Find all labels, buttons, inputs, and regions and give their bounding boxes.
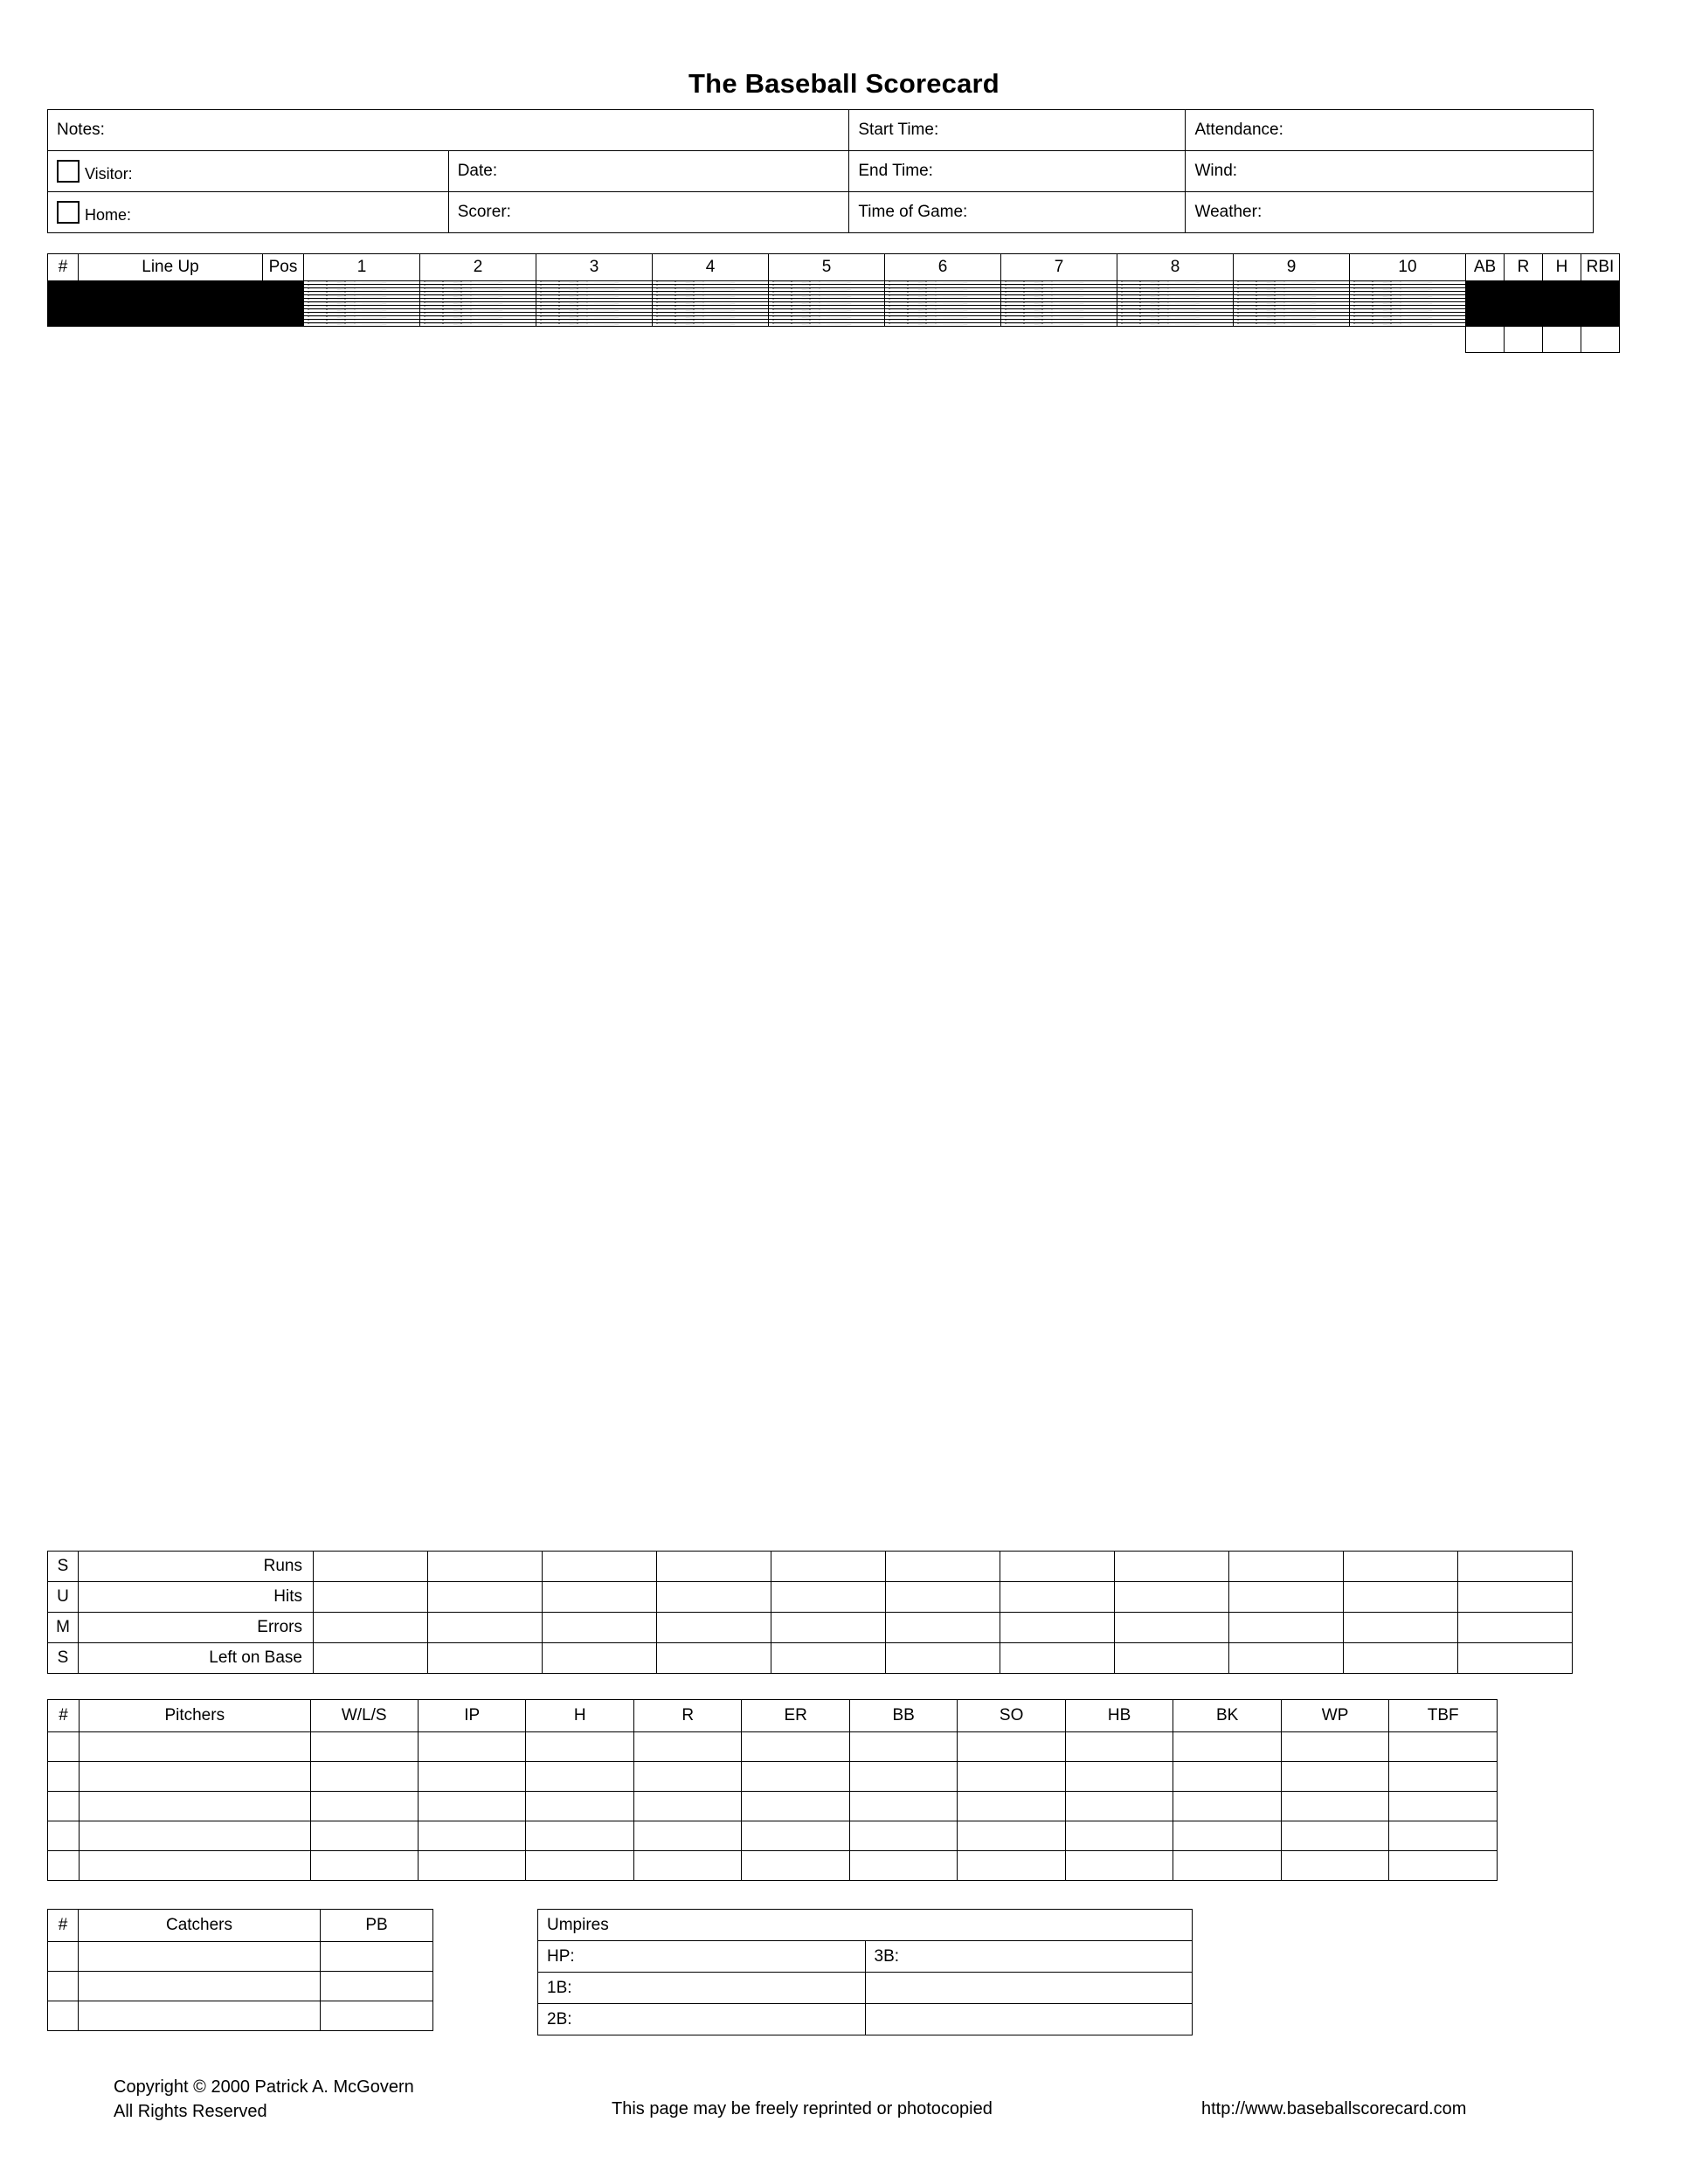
- grid-header-rbi: RBI: [1581, 254, 1620, 281]
- sums-label: Runs: [79, 1552, 314, 1582]
- sums-value-cell[interactable]: [1458, 1613, 1573, 1643]
- grid-header-row: [48, 254, 1620, 281]
- sums-value-cell[interactable]: [314, 1643, 428, 1674]
- grid-header-ab: AB: [1466, 254, 1505, 281]
- sums-value-cell[interactable]: [657, 1643, 771, 1674]
- pitcher-row: [48, 1821, 1498, 1851]
- sums-value-cell[interactable]: [771, 1643, 886, 1674]
- pitcher-cell[interactable]: [526, 1792, 633, 1821]
- grid-header-inning-7: 7: [1001, 254, 1117, 281]
- umpires-block: [537, 1909, 1193, 2035]
- sums-row: [48, 1643, 1573, 1674]
- catchers-header-row: [48, 1910, 433, 1942]
- totals-r-cell[interactable]: [1505, 327, 1543, 353]
- grid-header-inning-8: 8: [1117, 254, 1234, 281]
- pitcher-cell[interactable]: [1281, 1821, 1388, 1851]
- pitcher-cell[interactable]: [1065, 1762, 1173, 1792]
- sums-value-cell[interactable]: [771, 1613, 886, 1643]
- pitcher-cell[interactable]: [958, 1851, 1065, 1881]
- scoring-diamond-icon: [1350, 323, 1465, 326]
- pitcher-cell[interactable]: [1281, 1732, 1388, 1762]
- pitcher-cell[interactable]: [742, 1792, 849, 1821]
- visitor-label: Visitor:: [85, 164, 133, 183]
- sums-value-cell[interactable]: [886, 1552, 1000, 1582]
- sums-value-cell[interactable]: [657, 1613, 771, 1643]
- sums-value-cell[interactable]: [314, 1552, 428, 1582]
- pitcher-cell[interactable]: [1389, 1732, 1498, 1762]
- sums-letter: U: [48, 1582, 79, 1613]
- pitcher-cell[interactable]: [526, 1851, 633, 1881]
- sums-value-cell[interactable]: [1229, 1613, 1344, 1643]
- scoring-grid-table: [47, 253, 1620, 353]
- grid-header-number: #: [48, 254, 79, 281]
- sums-value-cell[interactable]: [886, 1613, 1000, 1643]
- scoring-diamond-icon: [885, 323, 1000, 326]
- grid-header-r: R: [1505, 254, 1543, 281]
- sums-row: [48, 1552, 1573, 1582]
- inning-cell[interactable]: [769, 323, 885, 327]
- sums-value-cell[interactable]: [1458, 1552, 1573, 1582]
- totals-spacer: [1350, 327, 1466, 353]
- grid-header-h: H: [1543, 254, 1581, 281]
- pitcher-cell[interactable]: [633, 1851, 741, 1881]
- visitor-field[interactable]: [48, 151, 449, 192]
- page-title: The Baseball Scorecard: [688, 68, 1000, 99]
- sums-row: [48, 1613, 1573, 1643]
- pitcher-cell[interactable]: [418, 1792, 525, 1821]
- scorer-field[interactable]: Scorer:: [448, 192, 849, 233]
- umpires-table: [537, 1909, 1193, 2035]
- pitcher-cell[interactable]: [1173, 1732, 1281, 1762]
- pitcher-cell[interactable]: [48, 1851, 80, 1881]
- pitcher-cell[interactable]: [1389, 1792, 1498, 1821]
- totals-spacer: [653, 327, 769, 353]
- pitcher-cell[interactable]: [80, 1851, 310, 1881]
- inning-cell[interactable]: [304, 323, 420, 327]
- sums-letter: M: [48, 1613, 79, 1643]
- copyright-line-1: Copyright © 2000 Patrick A. McGovern: [114, 2077, 414, 2097]
- pitcher-cell[interactable]: [1281, 1762, 1388, 1792]
- umpires-title: Umpires: [538, 1910, 1193, 1941]
- sums-label: Errors: [79, 1613, 314, 1643]
- catchers-table: [47, 1909, 433, 2031]
- pitcher-cell[interactable]: [1065, 1732, 1173, 1762]
- grid-header-inning-9: 9: [1234, 254, 1350, 281]
- pitchers-header-tbf: TBF: [1389, 1700, 1498, 1732]
- sums-value-cell[interactable]: [657, 1582, 771, 1613]
- pitcher-cell[interactable]: [1065, 1821, 1173, 1851]
- totals-ab-cell[interactable]: [1466, 327, 1505, 353]
- pitcher-cell[interactable]: [742, 1851, 849, 1881]
- pitcher-cell[interactable]: [1389, 1821, 1498, 1851]
- scoring-grid: [47, 253, 1615, 353]
- pitcher-cell[interactable]: [418, 1821, 525, 1851]
- totals-spacer: [420, 327, 536, 353]
- pitcher-cell[interactable]: [1173, 1762, 1281, 1792]
- pitchers-header-pitchers: Pitchers: [80, 1700, 310, 1732]
- catcher-cell[interactable]: [48, 1942, 79, 1972]
- game-info-table: [47, 109, 1594, 233]
- sums-block: [47, 1551, 1498, 1674]
- weather-field[interactable]: Weather:: [1186, 192, 1594, 233]
- start-time-field[interactable]: Start Time:: [849, 110, 1186, 151]
- inning-cell[interactable]: [653, 323, 769, 327]
- pitcher-row: [48, 1851, 1498, 1881]
- umpire-2b-field[interactable]: 2B:: [538, 2004, 866, 2035]
- scoring-diamond-icon: [304, 323, 419, 326]
- sums-value-cell[interactable]: [1000, 1643, 1115, 1674]
- pitchers-header-bk: BK: [1173, 1700, 1281, 1732]
- pitcher-row: [48, 1792, 1498, 1821]
- totals-h-cell[interactable]: [1543, 327, 1581, 353]
- sums-value-cell[interactable]: [314, 1613, 428, 1643]
- grid-header-inning-1: 1: [304, 254, 420, 281]
- pitcher-cell[interactable]: [849, 1732, 957, 1762]
- pitcher-cell[interactable]: [48, 1821, 80, 1851]
- umpire-3b-field[interactable]: 3B:: [865, 1941, 1193, 1973]
- sums-value-cell[interactable]: [1458, 1582, 1573, 1613]
- copyright-line-2: All Rights Reserved: [114, 2102, 267, 2121]
- pitcher-cell[interactable]: [1173, 1851, 1281, 1881]
- pitcher-cell[interactable]: [633, 1762, 741, 1792]
- pitchers-header-er: ER: [742, 1700, 849, 1732]
- catchers-header-catchers: Catchers: [79, 1910, 321, 1942]
- pitcher-cell[interactable]: [849, 1851, 957, 1881]
- pitcher-cell[interactable]: [633, 1821, 741, 1851]
- umpire-hp-field[interactable]: HP:: [538, 1941, 866, 1973]
- sums-label: Hits: [79, 1582, 314, 1613]
- totals-spacer: [1234, 327, 1350, 353]
- sums-value-cell[interactable]: [657, 1552, 771, 1582]
- website-url[interactable]: http://www.baseballscorecard.com: [1201, 2099, 1467, 2118]
- pitcher-cell[interactable]: [418, 1851, 525, 1881]
- sums-value-cell[interactable]: [428, 1552, 543, 1582]
- sums-value-cell[interactable]: [1000, 1582, 1115, 1613]
- pitcher-cell[interactable]: [1065, 1851, 1173, 1881]
- pitcher-cell[interactable]: [742, 1821, 849, 1851]
- pitcher-cell[interactable]: [310, 1792, 418, 1821]
- sums-value-cell[interactable]: [1115, 1552, 1229, 1582]
- sums-value-cell[interactable]: [1000, 1552, 1115, 1582]
- catcher-cell[interactable]: [79, 2001, 321, 2031]
- copyright-block: [114, 2075, 414, 2124]
- sums-value-cell[interactable]: [1229, 1552, 1344, 1582]
- pitcher-cell[interactable]: [80, 1792, 310, 1821]
- end-time-field[interactable]: End Time:: [849, 151, 1186, 192]
- sums-value-cell[interactable]: [1229, 1643, 1344, 1674]
- pitchers-header-bb: BB: [849, 1700, 957, 1732]
- home-checkbox[interactable]: [57, 201, 80, 224]
- umpire-row-2b: [538, 2004, 1193, 2035]
- catcher-cell[interactable]: [48, 2001, 79, 2031]
- catchers-header-#: #: [48, 1910, 79, 1942]
- grid-header-inning-5: 5: [769, 254, 885, 281]
- pitcher-cell[interactable]: [526, 1762, 633, 1792]
- grid-header-inning-2: 2: [420, 254, 536, 281]
- scoring-diamond-icon: [1117, 323, 1233, 326]
- sums-value-cell[interactable]: [886, 1582, 1000, 1613]
- sums-value-cell[interactable]: [428, 1643, 543, 1674]
- sums-value-cell[interactable]: [1000, 1613, 1115, 1643]
- inning-cell[interactable]: [420, 323, 536, 327]
- pitcher-cell[interactable]: [1389, 1762, 1498, 1792]
- pitcher-cell[interactable]: [418, 1732, 525, 1762]
- totals-spacer: [263, 327, 304, 353]
- sums-value-cell[interactable]: [1229, 1582, 1344, 1613]
- totals-spacer: [79, 327, 263, 353]
- totals-spacer: [1001, 327, 1117, 353]
- sums-value-cell[interactable]: [428, 1582, 543, 1613]
- grid-header-inning-3: 3: [536, 254, 653, 281]
- notes-field[interactable]: Notes:: [48, 110, 849, 151]
- pitcher-cell[interactable]: [80, 1732, 310, 1762]
- catchers-header-pb: PB: [321, 1910, 433, 1942]
- sums-value-cell[interactable]: [1458, 1643, 1573, 1674]
- date-field[interactable]: Date:: [448, 151, 849, 192]
- scoring-diamond-icon: [769, 323, 884, 326]
- pitcher-cell[interactable]: [1281, 1851, 1388, 1881]
- umpire-row-1b: [538, 1973, 1193, 2004]
- inning-cell[interactable]: [536, 323, 653, 327]
- sums-value-cell[interactable]: [1344, 1582, 1458, 1613]
- pitchers-header-hb: HB: [1065, 1700, 1173, 1732]
- pitchers-header-wp: WP: [1281, 1700, 1388, 1732]
- grid-totals-row: [48, 327, 1620, 353]
- info-row-home: [48, 192, 1594, 233]
- catcher-row: [48, 1942, 433, 1972]
- umpires-title-row: [538, 1910, 1193, 1941]
- info-row-notes: [48, 110, 1594, 151]
- pitchers-block: [47, 1699, 1498, 1881]
- umpire-blank-2[interactable]: [865, 2004, 1193, 2035]
- umpire-blank-1[interactable]: [865, 1973, 1193, 2004]
- sums-value-cell[interactable]: [886, 1643, 1000, 1674]
- catcher-cell[interactable]: [79, 1972, 321, 2001]
- grid-header-inning-10: 10: [1350, 254, 1466, 281]
- inning-cell[interactable]: [885, 323, 1001, 327]
- sums-value-cell[interactable]: [543, 1552, 657, 1582]
- attendance-field[interactable]: Attendance:: [1186, 110, 1594, 151]
- info-row-visitor: [48, 151, 1594, 192]
- umpire-row-hp: [538, 1941, 1193, 1973]
- catcher-cell[interactable]: [79, 1942, 321, 1972]
- grid-header-inning-4: 4: [653, 254, 769, 281]
- pitcher-cell[interactable]: [633, 1732, 741, 1762]
- totals-spacer: [48, 327, 79, 353]
- time-of-game-field[interactable]: Time of Game:: [849, 192, 1186, 233]
- pitchers-header-so: SO: [958, 1700, 1065, 1732]
- umpire-1b-field[interactable]: 1B:: [538, 1973, 866, 2004]
- catcher-cell[interactable]: [321, 2001, 433, 2031]
- visitor-checkbox[interactable]: [57, 160, 80, 183]
- totals-spacer: [769, 327, 885, 353]
- scoring-diamond-icon: [653, 323, 768, 326]
- pitcher-cell[interactable]: [1173, 1821, 1281, 1851]
- pitcher-cell[interactable]: [958, 1762, 1065, 1792]
- scoring-diamond-icon: [1001, 323, 1117, 326]
- sums-value-cell[interactable]: [1115, 1613, 1229, 1643]
- pitcher-cell[interactable]: [849, 1821, 957, 1851]
- pitcher-cell[interactable]: [1281, 1792, 1388, 1821]
- sums-value-cell[interactable]: [1115, 1643, 1229, 1674]
- pitchers-header-#: #: [48, 1700, 80, 1732]
- totals-spacer: [304, 327, 420, 353]
- scoring-diamond-icon: [536, 323, 652, 326]
- pitcher-row: [48, 1762, 1498, 1792]
- pitcher-row: [48, 1732, 1498, 1762]
- pitcher-cell[interactable]: [310, 1821, 418, 1851]
- sums-value-cell[interactable]: [771, 1552, 886, 1582]
- pitcher-cell[interactable]: [48, 1732, 80, 1762]
- sums-label: Left on Base: [79, 1643, 314, 1674]
- sums-value-cell[interactable]: [1344, 1643, 1458, 1674]
- pitchers-header-ip: IP: [418, 1700, 525, 1732]
- pitcher-cell[interactable]: [80, 1821, 310, 1851]
- sums-table: [47, 1551, 1573, 1674]
- pitcher-cell[interactable]: [1065, 1792, 1173, 1821]
- grid-header-pos: Pos: [263, 254, 304, 281]
- pitcher-cell[interactable]: [80, 1762, 310, 1792]
- sums-value-cell[interactable]: [543, 1582, 657, 1613]
- inning-cell[interactable]: [1001, 323, 1117, 327]
- sums-value-cell[interactable]: [543, 1613, 657, 1643]
- sums-value-cell[interactable]: [771, 1582, 886, 1613]
- game-info-block: [47, 109, 1594, 233]
- sums-row: [48, 1582, 1573, 1613]
- pitchers-header-w-l-s: W/L/S: [310, 1700, 418, 1732]
- pitcher-cell[interactable]: [742, 1732, 849, 1762]
- pitcher-cell[interactable]: [526, 1732, 633, 1762]
- pitcher-cell[interactable]: [849, 1792, 957, 1821]
- pitcher-cell[interactable]: [958, 1792, 1065, 1821]
- sums-value-cell[interactable]: [1344, 1613, 1458, 1643]
- pitchers-header-h: H: [526, 1700, 633, 1732]
- pitchers-header-row: [48, 1700, 1498, 1732]
- pitcher-cell[interactable]: [633, 1792, 741, 1821]
- home-field[interactable]: [48, 192, 449, 233]
- pitcher-cell[interactable]: [48, 1792, 80, 1821]
- catcher-cell[interactable]: [321, 1972, 433, 2001]
- pitcher-cell[interactable]: [310, 1851, 418, 1881]
- pitchers-header-r: R: [633, 1700, 741, 1732]
- scoring-diamond-icon: [420, 323, 536, 326]
- wind-field[interactable]: Wind:: [1186, 151, 1594, 192]
- catcher-row: [48, 2001, 433, 2031]
- totals-spacer: [536, 327, 653, 353]
- sums-letter: S: [48, 1552, 79, 1582]
- sums-value-cell[interactable]: [1115, 1582, 1229, 1613]
- home-label: Home:: [85, 205, 132, 224]
- grid-header-lineup: Line Up: [79, 254, 263, 281]
- pitcher-cell[interactable]: [418, 1762, 525, 1792]
- sums-value-cell[interactable]: [1344, 1552, 1458, 1582]
- catcher-cell[interactable]: [48, 1972, 79, 2001]
- totals-rbi-cell[interactable]: [1581, 327, 1620, 353]
- scoring-diamond-icon: [1234, 323, 1349, 326]
- pitcher-cell[interactable]: [958, 1821, 1065, 1851]
- totals-spacer: [1117, 327, 1234, 353]
- totals-spacer: [885, 327, 1001, 353]
- pitcher-cell[interactable]: [1389, 1851, 1498, 1881]
- catcher-row: [48, 1972, 433, 2001]
- grid-header-inning-6: 6: [885, 254, 1001, 281]
- inning-cell[interactable]: [1117, 323, 1234, 327]
- pitcher-cell[interactable]: [48, 1762, 80, 1792]
- sums-value-cell[interactable]: [428, 1613, 543, 1643]
- catcher-cell[interactable]: [321, 1942, 433, 1972]
- sums-value-cell[interactable]: [314, 1582, 428, 1613]
- inning-cell[interactable]: [1350, 323, 1466, 327]
- pitcher-cell[interactable]: [526, 1821, 633, 1851]
- sums-letter: S: [48, 1643, 79, 1674]
- reprint-notice: This page may be freely reprinted or photocopied: [612, 2099, 993, 2118]
- sums-value-cell[interactable]: [543, 1643, 657, 1674]
- pitcher-cell[interactable]: [742, 1762, 849, 1792]
- pitchers-table: [47, 1699, 1498, 1881]
- inning-cell[interactable]: [1234, 323, 1350, 327]
- pitcher-cell[interactable]: [1173, 1792, 1281, 1821]
- catchers-block: [47, 1909, 432, 2031]
- pitcher-cell[interactable]: [310, 1762, 418, 1792]
- pitcher-cell[interactable]: [958, 1732, 1065, 1762]
- pitcher-cell[interactable]: [849, 1762, 957, 1792]
- pitcher-cell[interactable]: [310, 1732, 418, 1762]
